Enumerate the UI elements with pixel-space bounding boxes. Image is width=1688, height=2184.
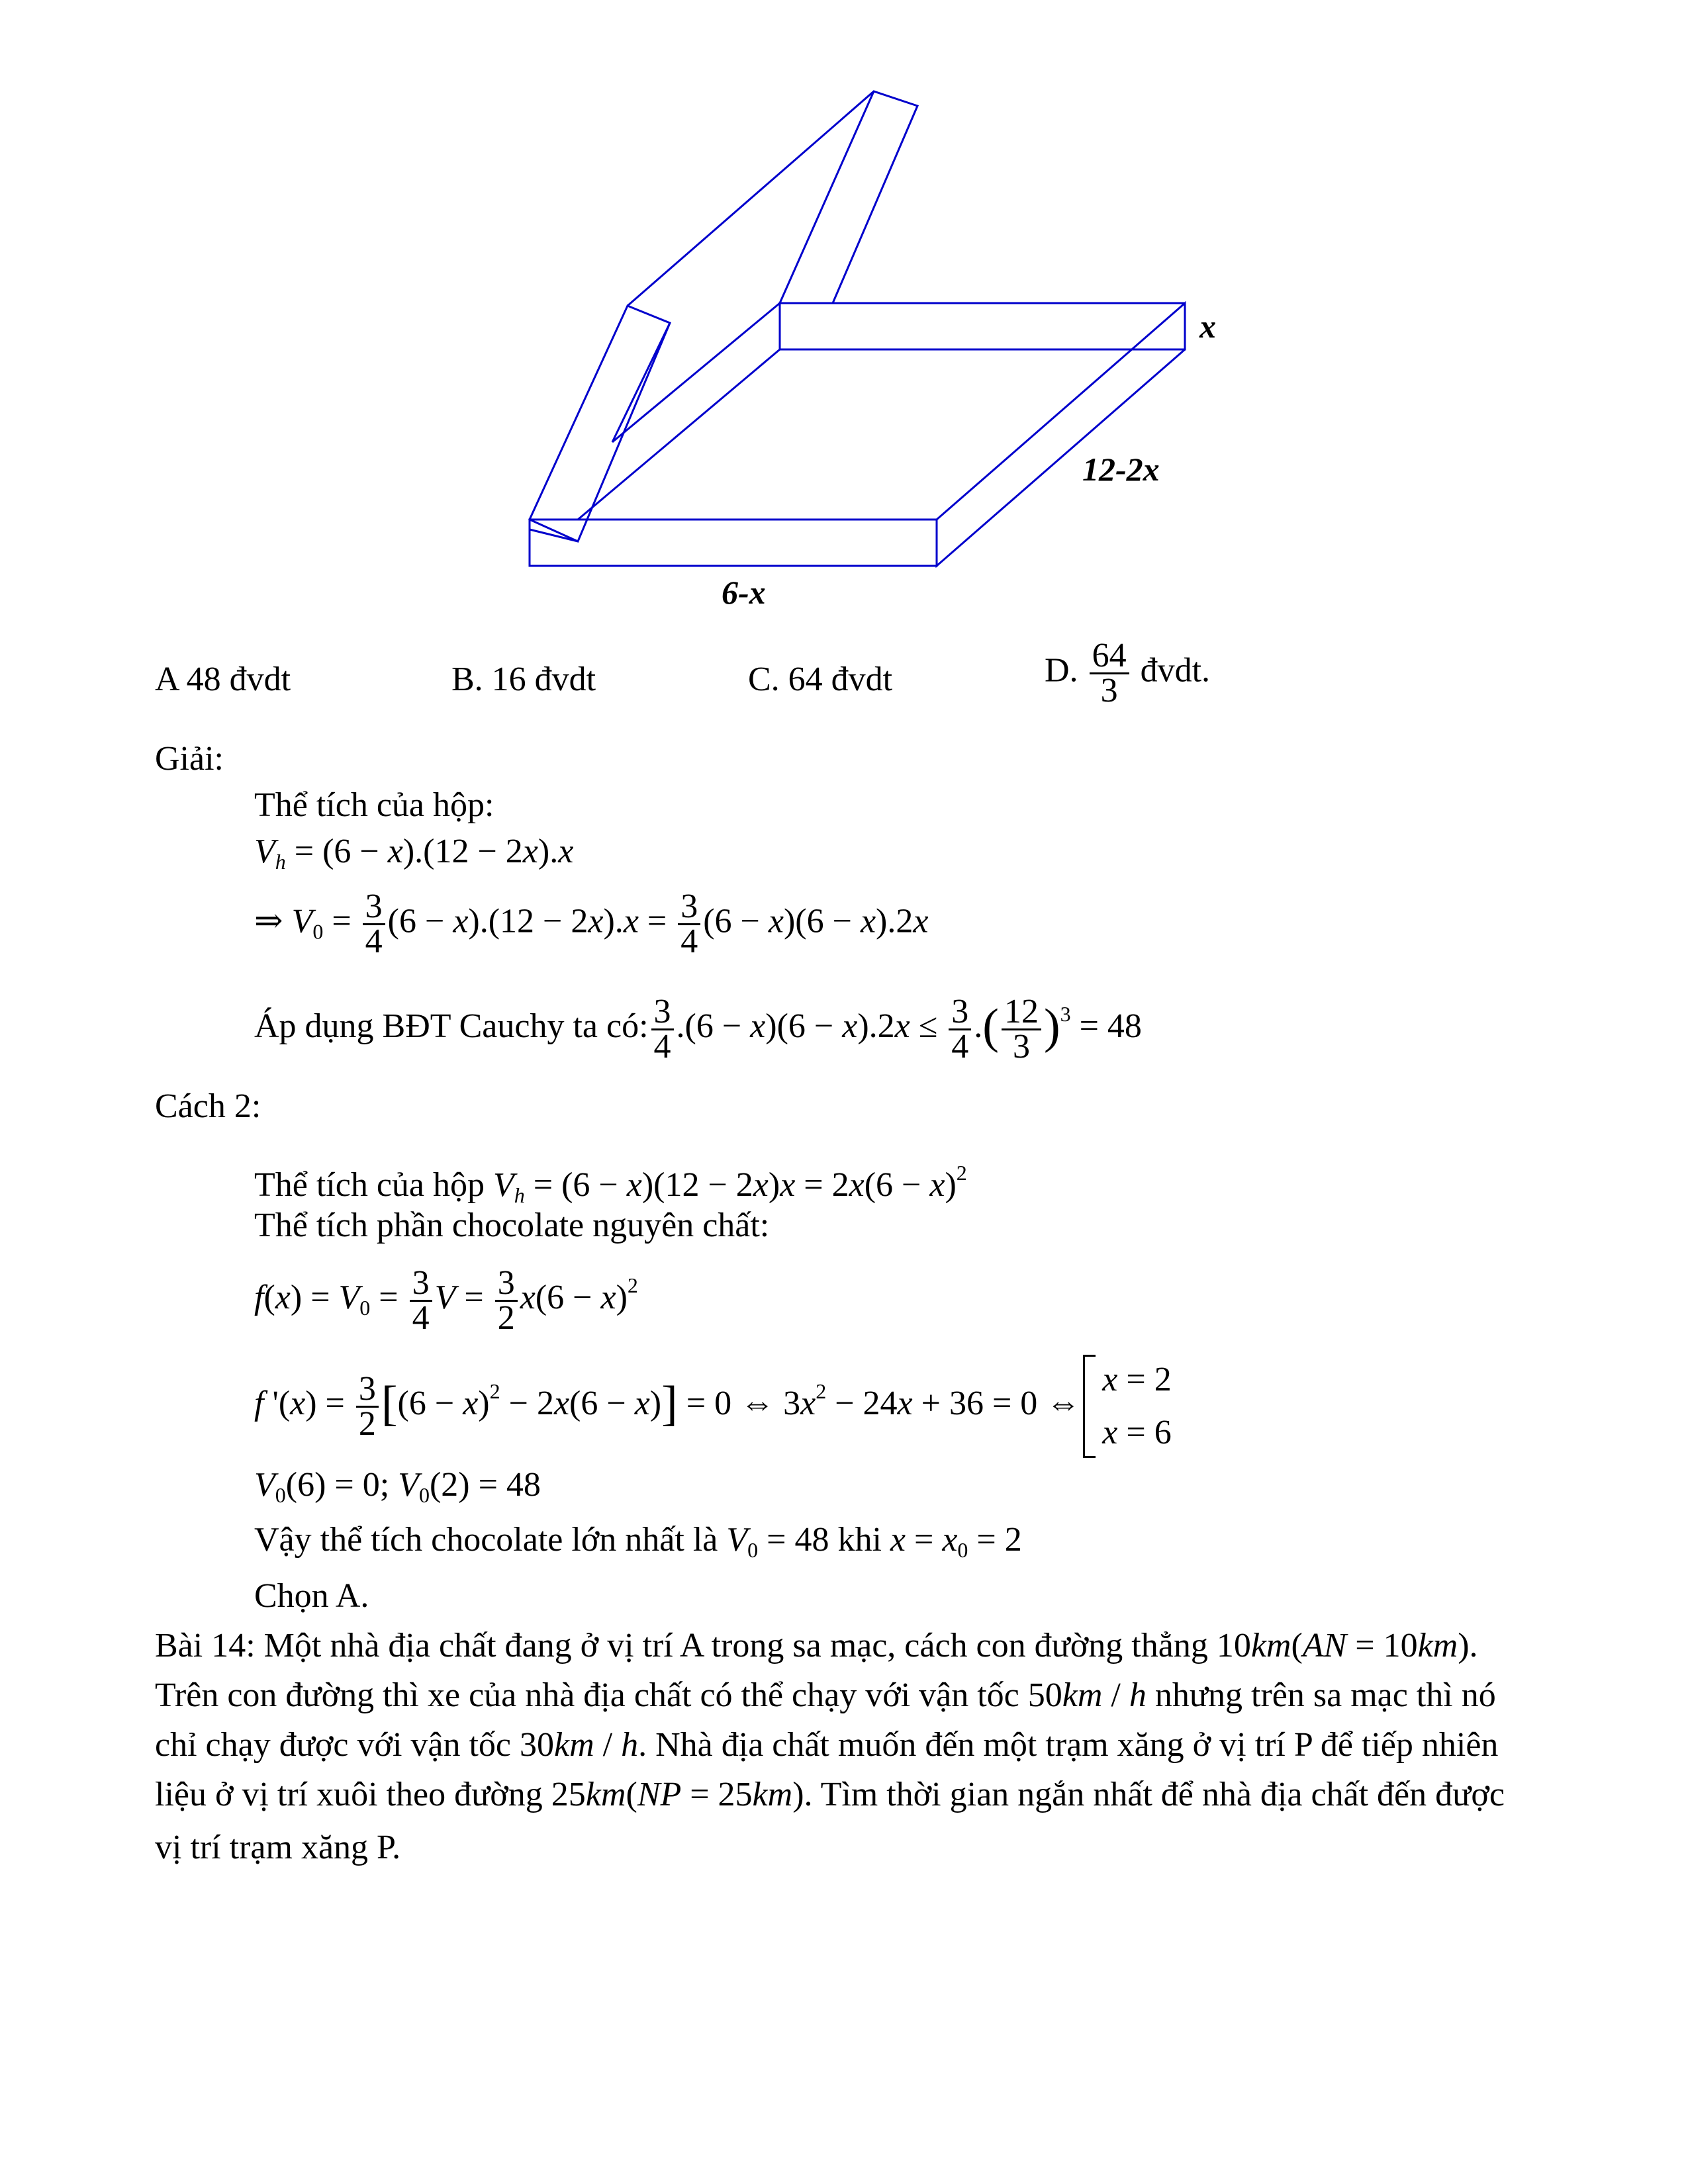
eq-f: $f(x) = V_0$ = $\frac{3}{4}$ V = $\frac{3}{2}$ $x(6 - x)^2$ <box>254 1263 638 1337</box>
pure-heading: Thể tích phần chocolate nguyên chất: <box>254 1206 770 1244</box>
label-6-x: 6-x <box>722 574 766 611</box>
option-d <box>1045 639 1210 707</box>
choose-line: Chọn A. <box>254 1577 369 1615</box>
volume-text-2: Thể tích của hộp <box>254 1166 485 1204</box>
left-flap <box>530 306 670 541</box>
label-x: x <box>1199 308 1216 345</box>
back-wall <box>780 303 1185 349</box>
eq-volume-2: Thể tích của hộp $V_h = (6 - x)(12 - 2x)x = 2x(6 - x)^2$ <box>254 1161 967 1207</box>
method2-title: Cách 2: <box>155 1087 261 1125</box>
option-c: C. 64 đvdt <box>748 660 893 698</box>
eq-cauchy: Áp dụng BĐT Cauchy ta có: $\frac{3}{4}$ .(6 − x)(6 − x).2x ≤ $\frac{3}{4}$ .( $\frac{12}{3}$ )$^3$ = 48 <box>254 992 1142 1066</box>
right-wall <box>937 303 1185 566</box>
box-diagram <box>516 79 1244 622</box>
eq-volume: $V_h = (6 - x).(12 - 2x).x$ <box>254 833 574 874</box>
front-wall <box>530 520 937 566</box>
problem14-line4: liệu ở vị trí xuôi theo đường 25km(NP = 25km). Tìm thời gian ngắn nhất để nhà địa chất đến được <box>155 1776 1505 1813</box>
problem14-line1: Bài 14: Một nhà địa chất đang ở vị trí A trong sa mạc, cách con đường thẳng 10km(AN = 10km). <box>155 1627 1478 1664</box>
label-12-2x: 12-2x <box>1082 451 1160 488</box>
problem14-line2: Trên con đường thì xe của nhà địa chất có thể chạy với vận tốc 50km / h nhưng trên sa mạc thì nó <box>155 1676 1496 1714</box>
problem14-line3: chỉ chạy được với vận tốc 30km / h. Nhà địa chất muốn đến một trạm xăng ở vị trí P để tiếp nhiên <box>155 1726 1499 1764</box>
option-a: A 48 đvdt <box>155 660 291 698</box>
lid-edge <box>628 91 917 306</box>
volume-heading: Thể tích của hộp: <box>254 786 494 824</box>
option-d-suffix: đvdt. <box>1140 651 1211 690</box>
option-b: B. 16 đvdt <box>451 660 596 698</box>
max-line: Vậy thể tích chocolate lớn nhất là $V_0 = 48$ khi $x = x_0 = 2$ <box>254 1521 1022 1562</box>
option-d-prefix: D. <box>1045 651 1078 690</box>
eq-derivative: f '(x) = $\frac{3}{2}$ $[(6 - x)^2 - 2x(6 - x)] = 0$ ⇔ $3x^2 - 24x + 36 = 0$ ⇔ x = 2 x = 6 <box>254 1353 1172 1459</box>
inner-edge-left <box>578 349 780 520</box>
cauchy-text: Áp dụng BĐT Cauchy ta có: <box>254 1007 649 1045</box>
eq-v0: ⇒ $V_0$ = $\frac{3}{4}$ (6 − x).(12 − 2x).x = $\frac{3}{4}$ (6 − x)(6 − x).2x <box>254 887 929 960</box>
eq-values: $V_0(6) = 0$; $V_0(2) = 48$ <box>254 1466 541 1507</box>
problem14-line5: vị trí trạm xăng P. <box>155 1829 401 1866</box>
solution-title: Giải: <box>155 740 224 778</box>
option-d-fraction: $\frac{64}{3}$ <box>1090 639 1129 707</box>
